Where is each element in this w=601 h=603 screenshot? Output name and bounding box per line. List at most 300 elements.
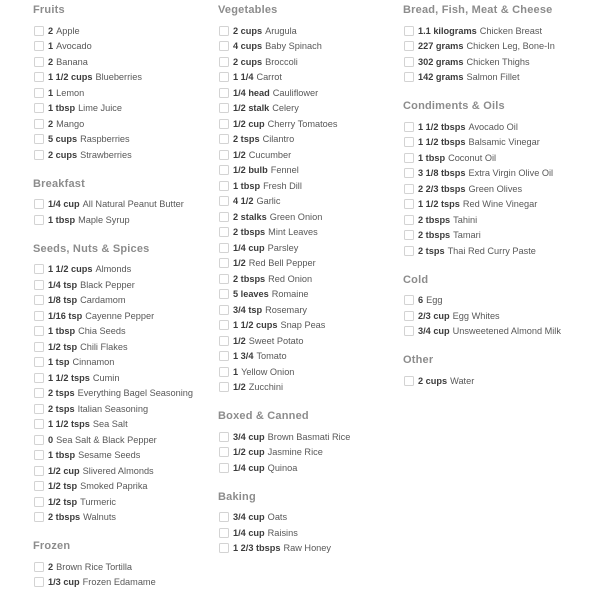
item-checkbox[interactable] (34, 280, 44, 290)
item-quantity: 1 1/2 cups (48, 72, 93, 83)
item-quantity: 2 tbsps (418, 214, 451, 225)
item-name: Mango (56, 118, 85, 129)
item-name: Arugula (265, 25, 297, 36)
item-checkbox[interactable] (404, 246, 414, 256)
item-name: Sea Salt (92, 419, 128, 430)
item-quantity: 1/3 cup (48, 577, 80, 588)
item-checkbox[interactable] (219, 512, 229, 522)
section-cold (403, 272, 586, 340)
item-name: Frozen Edamame (82, 577, 156, 588)
item-name: Chicken Thighs (466, 56, 530, 67)
item-checkbox[interactable] (219, 336, 229, 346)
item-quantity: 1 tbsp (418, 152, 446, 163)
checklist-item (403, 197, 586, 213)
item-name: Snap Peas (280, 320, 326, 331)
item-checkbox[interactable] (34, 326, 44, 336)
item-name: All Natural Peanut Butter (82, 199, 184, 210)
item-name: Chicken Breast (479, 25, 543, 36)
item-checkbox[interactable] (34, 577, 44, 587)
item-name: Unsweetened Almond Milk (452, 326, 561, 337)
item-quantity: 302 grams (418, 56, 464, 67)
item-name: Turmeric (80, 496, 117, 507)
checklist-item (33, 308, 218, 324)
item-quantity: 1/2 (233, 258, 246, 269)
item-name: Red Bell Pepper (248, 258, 316, 269)
item-quantity: 1 (233, 366, 239, 377)
item-checkbox[interactable] (219, 212, 229, 222)
item-quantity: 1/2 tsp (48, 481, 78, 492)
item-name: Balsamic Vinegar (468, 137, 540, 148)
item-name: Everything Bagel Seasoning (77, 388, 193, 399)
item-quantity: 1 3/4 (233, 351, 254, 362)
checklist-item (403, 308, 586, 324)
checklist-item (218, 163, 403, 179)
item-name: Red Onion (268, 273, 313, 284)
item-quantity: 2/3 cup (418, 310, 450, 321)
item-checkbox[interactable] (219, 150, 229, 160)
checklist-item (33, 559, 218, 575)
item-checkbox[interactable] (34, 264, 44, 274)
item-quantity: 1 1/2 tbsps (418, 121, 466, 132)
item-quantity: 2 tsps (48, 403, 75, 414)
item-name: Mint Leaves (268, 227, 318, 238)
checklist-item (218, 271, 403, 287)
item-checkbox[interactable] (34, 103, 44, 113)
item-name: Banana (56, 56, 88, 67)
checklist-item (33, 262, 218, 278)
section-title: Frozen (33, 540, 71, 552)
section-title: Fruits (33, 4, 65, 16)
item-name: Tamari (453, 230, 481, 241)
item-quantity: 2 (48, 56, 54, 67)
item-quantity: 3/4 tsp (233, 304, 263, 315)
item-quantity: 1/2 cup (233, 118, 265, 129)
item-checkbox[interactable] (34, 150, 44, 160)
checklist-item (33, 339, 218, 355)
item-checkbox[interactable] (404, 215, 414, 225)
item-quantity: 1/2 stalk (233, 103, 270, 114)
section-bread-fish-meat-cheese (403, 2, 586, 85)
item-name: Broccoli (265, 56, 298, 67)
item-checkbox[interactable] (219, 26, 229, 36)
item-quantity: 5 cups (48, 134, 78, 145)
item-checkbox[interactable] (34, 311, 44, 321)
item-checkbox[interactable] (219, 258, 229, 268)
checklist-item (218, 101, 403, 117)
item-name: Raw Honey (283, 543, 331, 554)
item-name: Blueberries (95, 72, 142, 83)
item-checkbox[interactable] (34, 497, 44, 507)
item-name: Lemon (56, 87, 85, 98)
checklist-item (218, 85, 403, 101)
checklist-item (218, 147, 403, 163)
item-name: Carrot (256, 72, 282, 83)
item-name: Red Wine Vinegar (462, 199, 538, 210)
checklist-item (403, 54, 586, 70)
item-quantity: 1 2/3 tbsps (233, 543, 281, 554)
checklist-item (33, 448, 218, 464)
item-quantity: 3/4 cup (418, 326, 450, 337)
item-name: Almonds (95, 264, 132, 275)
checklist-item (33, 324, 218, 340)
checklist-item (403, 373, 586, 389)
item-name: Cinnamon (72, 357, 115, 368)
item-quantity: 1 (48, 41, 54, 52)
checklist-item (218, 240, 403, 256)
item-name: Cauliflower (272, 87, 319, 98)
item-checkbox[interactable] (34, 435, 44, 445)
item-checkbox[interactable] (219, 41, 229, 51)
item-checkbox[interactable] (219, 367, 229, 377)
item-checkbox[interactable] (34, 215, 44, 225)
checklist-item (403, 243, 586, 259)
item-checkbox[interactable] (34, 57, 44, 67)
item-name: Cherry Tomatoes (267, 118, 338, 129)
checklist-item (33, 575, 218, 591)
item-checkbox[interactable] (404, 137, 414, 147)
item-name: Chicken Leg, Bone-In (466, 41, 555, 52)
checklist-item (33, 197, 218, 213)
item-checkbox[interactable] (404, 230, 414, 240)
checklist-item (33, 494, 218, 510)
item-name: Cayenne Pepper (85, 310, 155, 321)
item-name: Egg Whites (452, 310, 500, 321)
item-quantity: 1/4 cup (48, 199, 80, 210)
item-checkbox[interactable] (404, 153, 414, 163)
checklist-item (33, 23, 218, 39)
item-quantity: 1/4 cup (233, 462, 265, 473)
checklist-item (218, 70, 403, 86)
section-title: Other (403, 354, 434, 366)
section-title: Baking (218, 490, 256, 503)
item-name: Tomato (256, 351, 287, 362)
item-name: Brown Rice Tortilla (56, 561, 133, 572)
checklist-item (218, 302, 403, 318)
item-name: Fresh Dill (263, 180, 302, 191)
checklist-item (33, 101, 218, 117)
item-name: Coconut Oil (448, 152, 497, 163)
item-quantity: 2 tbsps (418, 230, 451, 241)
item-checkbox[interactable] (219, 447, 229, 457)
item-name: Oats (267, 512, 288, 523)
item-quantity: 1/8 tsp (48, 295, 78, 306)
item-checkbox[interactable] (34, 199, 44, 209)
item-quantity: 1/2 (233, 149, 246, 160)
checklist-item (33, 463, 218, 479)
item-quantity: 1/2 tsp (48, 496, 78, 507)
item-checkbox[interactable] (34, 295, 44, 305)
item-name: Cilantro (262, 134, 295, 145)
item-name: Lime Juice (78, 103, 122, 114)
item-checkbox[interactable] (219, 543, 229, 553)
item-quantity: 1 (48, 87, 54, 98)
checklist-item (218, 116, 403, 132)
item-checkbox[interactable] (404, 26, 414, 36)
item-name: Italian Seasoning (77, 403, 149, 414)
item-quantity: 2 2/3 tbsps (418, 183, 466, 194)
checklist-item (33, 479, 218, 495)
item-checkbox[interactable] (219, 382, 229, 392)
section-title: Breakfast (33, 177, 85, 190)
item-checkbox[interactable] (219, 463, 229, 473)
checklist-item (403, 39, 586, 55)
item-checkbox[interactable] (34, 26, 44, 36)
item-checkbox[interactable] (404, 376, 414, 386)
item-quantity: 1 1/2 cups (48, 264, 93, 275)
item-quantity: 2 tsps (418, 245, 445, 256)
item-quantity: 2 cups (233, 56, 263, 67)
item-quantity: 1 1/2 tsps (48, 372, 90, 383)
item-name: Quinoa (267, 462, 298, 473)
item-quantity: 2 (48, 118, 54, 129)
checklist-item (33, 510, 218, 526)
checklist-item (33, 116, 218, 132)
section-title: Boxed & Canned (218, 410, 309, 422)
item-checkbox[interactable] (404, 295, 414, 305)
section-title: Condiments & Oils (403, 100, 505, 112)
item-name: Slivered Almonds (82, 465, 154, 476)
checklist-item (218, 380, 403, 396)
item-checkbox[interactable] (34, 119, 44, 129)
checklist-item (403, 70, 586, 86)
item-name: Rosemary (265, 304, 307, 315)
checklist-item (33, 293, 218, 309)
item-checkbox[interactable] (404, 184, 414, 194)
item-checkbox[interactable] (404, 311, 414, 321)
item-checkbox[interactable] (219, 305, 229, 315)
item-name: Avocado (56, 41, 92, 52)
checklist-item (33, 132, 218, 148)
item-quantity: 1.1 kilograms (418, 25, 477, 36)
item-checkbox[interactable] (219, 243, 229, 253)
item-quantity: 227 grams (418, 41, 464, 52)
item-name: Yellow Onion (241, 366, 295, 377)
item-checkbox[interactable] (34, 373, 44, 383)
item-checkbox[interactable] (34, 512, 44, 522)
item-quantity: 2 tbsps (48, 512, 81, 523)
item-checkbox[interactable] (404, 168, 414, 178)
item-name: Zucchini (248, 382, 283, 393)
item-quantity: 1 1/2 tbsps (418, 137, 466, 148)
item-name: Sea Salt & Black Pepper (56, 434, 157, 445)
checklist-item (33, 212, 218, 228)
item-checkbox[interactable] (34, 562, 44, 572)
item-name: Jasmine Rice (267, 447, 323, 458)
item-checkbox[interactable] (404, 72, 414, 82)
checklist-item (218, 225, 403, 241)
item-name: Baby Spinach (265, 41, 322, 52)
item-name: Strawberries (80, 149, 132, 160)
item-name: Salmon Fillet (466, 72, 520, 83)
checklist-item (33, 39, 218, 55)
item-quantity: 1/2 cup (48, 465, 80, 476)
item-name: Brown Basmati Rice (267, 431, 351, 442)
item-quantity: 2 cups (48, 149, 78, 160)
item-quantity: 3/4 cup (233, 431, 265, 442)
item-quantity: 2 cups (233, 25, 263, 36)
checklist-item (33, 386, 218, 402)
item-checkbox[interactable] (219, 227, 229, 237)
item-quantity: 1 tbsp (48, 103, 76, 114)
item-quantity: 3/4 cup (233, 512, 265, 523)
checklist-item (403, 150, 586, 166)
checklist-item (403, 135, 586, 151)
checklist-item (403, 23, 586, 39)
item-checkbox[interactable] (219, 528, 229, 538)
checklist-item (218, 429, 403, 445)
section-title: Vegetables (218, 4, 278, 16)
item-quantity: 4 1/2 (233, 196, 254, 207)
item-quantity: 4 cups (233, 41, 263, 52)
item-checkbox[interactable] (34, 388, 44, 398)
item-checkbox[interactable] (34, 466, 44, 476)
checklist-item (218, 349, 403, 365)
item-quantity: 1 tbsp (48, 450, 76, 461)
checklist-item (218, 287, 403, 303)
section-title: Seeds, Nuts & Spices (33, 242, 150, 255)
item-name: Raspberries (80, 134, 130, 145)
item-quantity: 1 1/4 (233, 72, 254, 83)
checklist-item (33, 85, 218, 101)
item-checkbox[interactable] (219, 72, 229, 82)
item-quantity: 1/2 bulb (233, 165, 268, 176)
item-checkbox[interactable] (34, 404, 44, 414)
item-checkbox[interactable] (404, 199, 414, 209)
item-checkbox[interactable] (404, 122, 414, 132)
checklist-item (33, 54, 218, 70)
item-checkbox[interactable] (404, 57, 414, 67)
item-checkbox[interactable] (219, 88, 229, 98)
item-name: Extra Virgin Olive Oil (468, 168, 554, 179)
section-baking (218, 489, 403, 557)
item-name: Cucumber (248, 149, 292, 160)
grocery-column-3 (403, 2, 586, 603)
item-name: Water (450, 375, 475, 386)
item-quantity: 1/2 (233, 382, 246, 393)
checklist-item (403, 212, 586, 228)
item-checkbox[interactable] (34, 134, 44, 144)
item-checkbox[interactable] (219, 432, 229, 442)
checklist-item (403, 181, 586, 197)
item-quantity: 2 tsps (48, 388, 75, 399)
section-other (403, 352, 586, 389)
item-name: Garlic (256, 196, 281, 207)
section-frozen (33, 538, 218, 590)
section-title: Cold (403, 273, 429, 286)
item-quantity: 1 tsp (48, 357, 70, 368)
item-quantity: 2 (48, 25, 54, 36)
item-checkbox[interactable] (219, 181, 229, 191)
item-checkbox[interactable] (34, 88, 44, 98)
item-checkbox[interactable] (219, 103, 229, 113)
item-quantity: 2 stalks (233, 211, 267, 222)
item-name: Egg (426, 295, 443, 306)
checklist-item (218, 256, 403, 272)
item-quantity: 1/2 (233, 335, 246, 346)
item-checkbox[interactable] (219, 196, 229, 206)
item-quantity: 1 tbsp (48, 214, 76, 225)
item-quantity: 6 (418, 295, 424, 306)
item-checkbox[interactable] (219, 57, 229, 67)
item-checkbox[interactable] (404, 41, 414, 51)
item-checkbox[interactable] (34, 357, 44, 367)
checklist-item (218, 333, 403, 349)
checklist-item (403, 324, 586, 340)
item-name: Celery (272, 103, 299, 114)
item-checkbox[interactable] (219, 134, 229, 144)
item-quantity: 1 1/2 cups (233, 320, 278, 331)
item-checkbox[interactable] (34, 41, 44, 51)
checklist-item (403, 293, 586, 309)
item-quantity: 3 1/8 tbsps (418, 168, 466, 179)
item-name: Black Pepper (80, 279, 135, 290)
item-quantity: 1/4 cup (233, 242, 265, 253)
checklist-item (218, 460, 403, 476)
item-name: Fennel (270, 165, 299, 176)
item-quantity: 1/16 tsp (48, 310, 83, 321)
section-fruits (33, 2, 218, 163)
checklist-item (218, 132, 403, 148)
item-quantity: 2 tbsps (233, 227, 266, 238)
item-name: Avocado Oil (468, 121, 518, 132)
item-quantity: 1/2 tsp (48, 341, 78, 352)
section-breakfast (33, 176, 218, 228)
checklist-item (218, 54, 403, 70)
item-checkbox[interactable] (34, 481, 44, 491)
item-name: Maple Syrup (78, 214, 130, 225)
checklist-item (218, 194, 403, 210)
section-seeds-nuts-spices (33, 241, 218, 526)
item-quantity: 0 (48, 434, 54, 445)
item-quantity: 2 cups (418, 375, 448, 386)
item-checkbox[interactable] (219, 165, 229, 175)
item-checkbox[interactable] (219, 320, 229, 330)
section-vegetables (218, 2, 403, 395)
item-name: Chia Seeds (78, 326, 126, 337)
checklist-item (33, 370, 218, 386)
item-checkbox[interactable] (219, 289, 229, 299)
checklist-item (33, 70, 218, 86)
item-quantity: 2 tbsps (233, 273, 266, 284)
checklist-item (218, 23, 403, 39)
item-name: Smoked Paprika (80, 481, 148, 492)
item-quantity: 1/2 cup (233, 447, 265, 458)
grocery-column-1 (33, 2, 218, 603)
item-checkbox[interactable] (34, 72, 44, 82)
item-name: Walnuts (83, 512, 117, 523)
item-name: Chili Flakes (80, 341, 128, 352)
checklist-item (33, 401, 218, 417)
item-checkbox[interactable] (219, 351, 229, 361)
item-checkbox[interactable] (34, 419, 44, 429)
checklist-item (218, 510, 403, 526)
item-checkbox[interactable] (34, 342, 44, 352)
item-quantity: 142 grams (418, 72, 464, 83)
checklist-item (218, 445, 403, 461)
section-boxed-canned (218, 408, 403, 476)
item-checkbox[interactable] (34, 450, 44, 460)
checklist-item (218, 178, 403, 194)
checklist-item (218, 525, 403, 541)
item-checkbox[interactable] (219, 119, 229, 129)
item-name: Apple (56, 25, 80, 36)
grocery-column-2 (218, 2, 403, 603)
item-name: Tahini (453, 214, 478, 225)
checklist-item (403, 119, 586, 135)
item-quantity: 1/4 head (233, 87, 270, 98)
item-checkbox[interactable] (219, 274, 229, 284)
item-checkbox[interactable] (404, 326, 414, 336)
